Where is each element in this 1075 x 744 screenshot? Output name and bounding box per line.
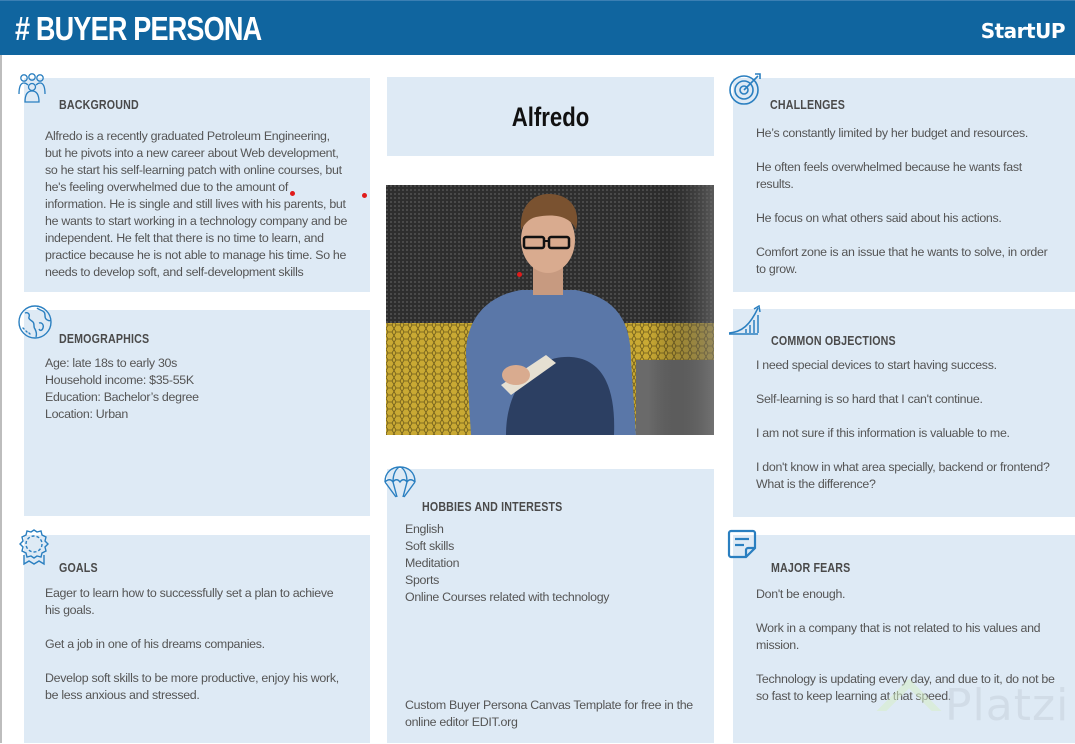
hobby-item: Soft skills — [405, 539, 455, 553]
goal-item: Develop soft skills to be more productive, enjoy his work, be less anxious and stressed. — [45, 671, 339, 702]
demographics-heading: DEMOGRAPHICS — [59, 331, 150, 346]
target-icon — [728, 72, 762, 106]
hobbies-list — [405, 521, 705, 606]
parachute-icon — [383, 466, 417, 500]
globe-icon — [17, 304, 53, 340]
fears-heading: MAJOR FEARS — [771, 560, 851, 575]
background-panel — [24, 78, 370, 292]
objections-panel — [733, 309, 1075, 517]
brand-logo: StartUP — [980, 19, 1065, 43]
growth-chart-icon — [728, 305, 762, 335]
objection-item: I don't know in what area specially, backend or frontend? What is the difference? — [756, 460, 1050, 491]
watermark: Platzi — [945, 680, 1070, 731]
challenge-item: He’s constantly limited by her budget and resources. — [756, 126, 1029, 140]
page-edge — [0, 0, 2, 743]
fear-item: Work in a company that is not related to his values and mission. — [756, 621, 1041, 652]
objections-text — [756, 357, 1071, 493]
note-icon — [727, 529, 757, 559]
goals-panel — [24, 535, 370, 743]
people-icon — [16, 72, 48, 104]
template-credit: Custom Buyer Persona Canvas Template for free in the online editor EDIT.org — [405, 698, 693, 729]
persona-name: Alfredo — [511, 102, 590, 132]
award-ribbon-icon — [17, 528, 51, 566]
annotation-dot — [290, 191, 295, 196]
goal-item: Get a job in one of his dreams companies. — [45, 637, 265, 651]
background-text: Alfredo is a recently graduated Petroleum Engineering, but he pivots into a new career about Web development, so he start his self-learning patch with online courses, but he's feeling overwhelmed due to the amount of information. He is single and still lives with his parents, but he wants to start working in a technology company and be independent. He felt that there is no time to learn, and practice because he is not able to manage his time. So he needs to develop soft, and self-development skills — [45, 129, 348, 279]
annotation-dot — [362, 193, 367, 198]
challenge-item: He focus on what others said about his actions. — [756, 211, 1002, 225]
hobby-item: Online Courses related with technology — [405, 590, 610, 604]
page-title: # BUYER PERSONA — [15, 10, 262, 47]
hobbies-heading: HOBBIES AND INTERESTS — [422, 499, 563, 514]
hobby-item: Sports — [405, 573, 440, 587]
header-bar — [0, 0, 1075, 55]
goals-heading: GOALS — [59, 560, 98, 575]
challenge-item: Comfort zone is an issue that he wants to solve, in order to grow. — [756, 245, 1048, 276]
hobby-item: English — [405, 522, 444, 536]
persona-name-panel — [387, 77, 714, 156]
demographics-panel — [24, 310, 370, 516]
challenges-text — [756, 125, 1071, 278]
goals-text — [45, 585, 365, 704]
demographics-text: Age: late 18s to early 30s Household income: $35-55K Education: Bachelor’s degree Location: Urban — [45, 356, 199, 421]
objection-item: Self-learning is so hard that I can't continue. — [756, 392, 983, 406]
annotation-dot — [517, 272, 522, 277]
fear-item: Technology is updating every day, and due to it, do not be so fast to keep learning at that speed. — [756, 672, 1055, 703]
goal-item: Eager to learn how to successfully set a plan to achieve his goals. — [45, 586, 334, 617]
hobby-item: Meditation — [405, 556, 460, 570]
persona-photo — [386, 185, 714, 435]
hobbies-panel — [387, 469, 714, 743]
challenges-heading: CHALLENGES — [770, 97, 846, 112]
objections-heading: COMMON OBJECTIONS — [771, 333, 896, 348]
fear-item: Don't be enough. — [756, 587, 846, 601]
objection-item: I need special devices to start having success. — [756, 358, 997, 372]
background-heading: BACKGROUND — [59, 97, 139, 112]
challenges-panel — [733, 78, 1075, 292]
challenge-item: He often feels overwhelmed because he wants fast results. — [756, 160, 1022, 191]
objection-item: I am not sure if this information is valuable to me. — [756, 426, 1010, 440]
